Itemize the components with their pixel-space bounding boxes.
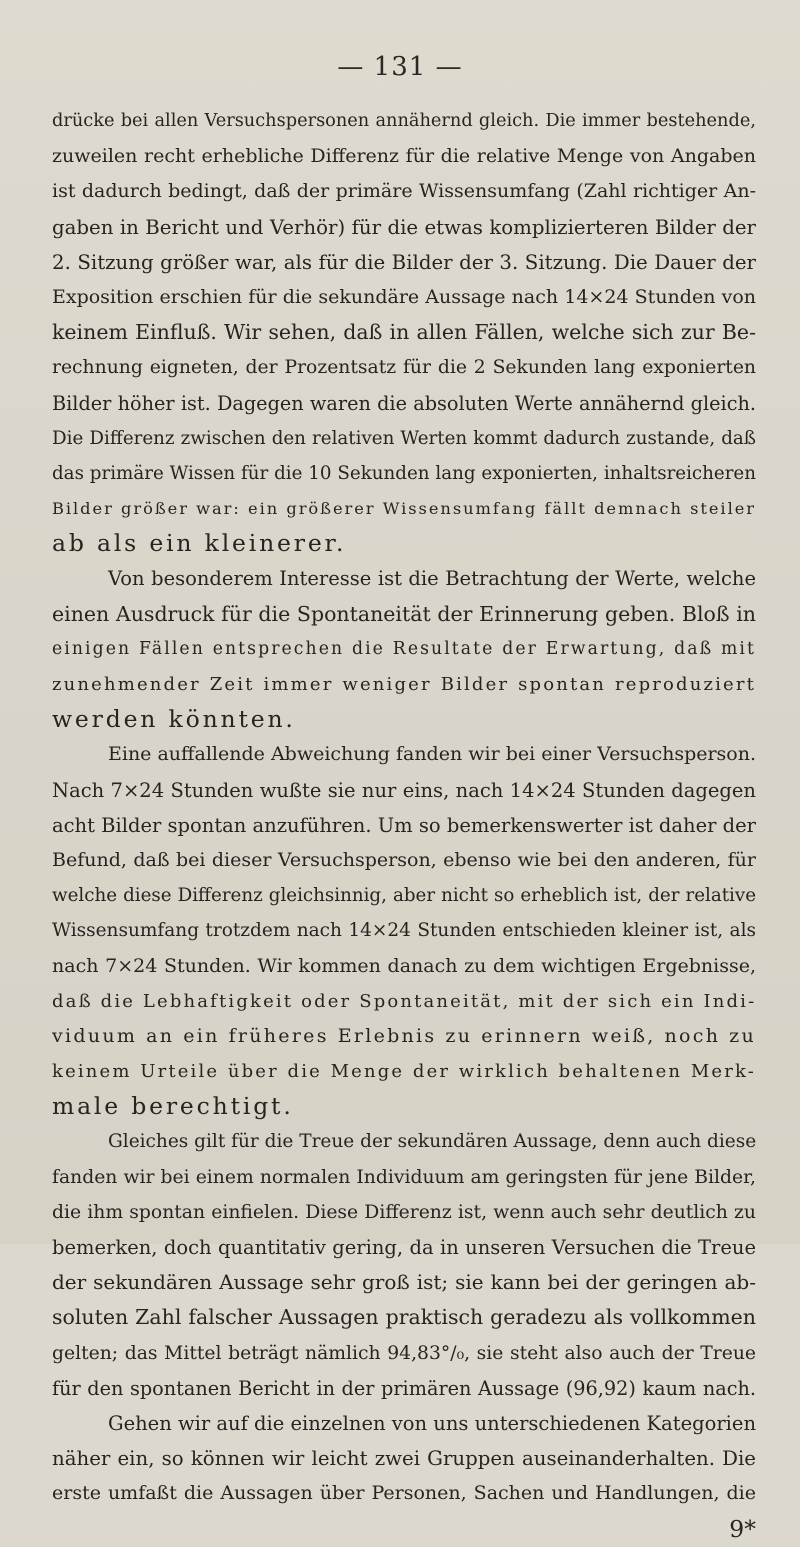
page-body bbox=[52, 104, 756, 1547]
text-line: Befund, daß bei dieser Versuchsperson, ebenso wie bei den anderen, für bbox=[52, 848, 756, 871]
text-line: soluten Zahl falscher Aussagen praktisch geradezu als vollkommen bbox=[52, 1305, 756, 1330]
text-line-spaced: Bilder größer war: ein größerer Wissensumfang fällt demnach steiler bbox=[52, 499, 756, 519]
paragraph-start: Von besonderem Interesse ist die Betrachtung der Werte, welche bbox=[108, 567, 756, 591]
text-line: keinem Einfluß. Wir sehen, daß in allen Fällen, welche sich zur Be- bbox=[52, 320, 756, 345]
text-line: fanden wir bei einem normalen Individuum am geringsten für jene Bilder, bbox=[52, 1166, 756, 1188]
text-line-spaced: werden könnten. bbox=[52, 705, 296, 734]
running-head: — 131 — bbox=[337, 52, 463, 82]
text-line: bemerken, doch quantitativ gering, da in unseren Versuchen die Treue bbox=[52, 1236, 756, 1259]
text-line-spaced: zunehmender Zeit immer weniger Bilder spontan reproduziert bbox=[52, 674, 756, 695]
text-line: rechnung eigneten, der Prozentsatz für die 2 Sekunden lang exponierten bbox=[52, 357, 756, 379]
text-line: acht Bilder spontan anzuführen. Um so bemerkenswerter ist daher der bbox=[52, 813, 756, 837]
text-line: einen Ausdruck für die Spontaneität der Erinnerung geben. Bloß in bbox=[52, 601, 756, 626]
text-line: die ihm spontan einfielen. Diese Differenz ist, wenn auch sehr deutlich zu bbox=[52, 1201, 756, 1223]
text-line-spaced: keinem Urteile über die Menge der wirklich behaltenen Merk- bbox=[52, 1061, 756, 1083]
text-line: Wissensumfang trotzdem nach 14×24 Stunden entschieden kleiner ist, als bbox=[52, 920, 756, 942]
text-line: näher ein, so können wir leicht zwei Gruppen auseinanderhalten. Die bbox=[52, 1447, 756, 1471]
signature-mark: 9* bbox=[729, 1514, 756, 1543]
text-line-spaced: einigen Fällen entsprechen die Resultate der Erwartung, daß mit bbox=[52, 638, 756, 659]
text-line: der sekundären Aussage sehr groß ist; sie kann bei der geringen ab- bbox=[52, 1270, 756, 1295]
text-line: das primäre Wissen für die 10 Sekunden lang exponierten, inhaltsreicheren bbox=[52, 462, 756, 484]
text-line: gaben in Bericht und Verhör) für die etwas komplizierteren Bilder der bbox=[52, 215, 756, 239]
text-line-spaced: daß die Lebhaftigkeit oder Spontaneität, mit der sich ein Indi- bbox=[52, 990, 756, 1012]
text-line: gelten; das Mittel beträgt nämlich 94,83°/₀, sie steht also auch der Treue bbox=[52, 1342, 756, 1364]
text-line-spaced: male berechtigt. bbox=[52, 1092, 294, 1121]
text-line: Exposition erschien für die sekundäre Aussage nach 14×24 Stunden von bbox=[52, 285, 756, 308]
text-line-spaced: viduum an ein früheres Erlebnis zu erinnern weiß, noch zu bbox=[52, 1024, 756, 1047]
text-line: zuweilen recht erhebliche Differenz für die relative Menge von Angaben bbox=[52, 145, 756, 168]
text-line: für den spontanen Bericht in der primären Aussage (96,92) kaum nach. bbox=[52, 1376, 756, 1400]
text-line: Die Differenz zwischen den relativen Werten kommt dadurch zustande, daß bbox=[52, 427, 756, 449]
paragraph-start: Gehen wir auf die einzelnen von uns unterschiedenen Kategorien bbox=[108, 1411, 756, 1435]
text-line: Nach 7×24 Stunden wußte sie nur eins, nach 14×24 Stunden dagegen bbox=[52, 778, 756, 802]
text-line: nach 7×24 Stunden. Wir kommen danach zu dem wichtigen Ergebnisse, bbox=[52, 954, 756, 977]
text-line: ist dadurch bedingt, daß der primäre Wissensumfang (Zahl richtiger An- bbox=[52, 180, 756, 203]
text-line: drücke bei allen Versuchspersonen annähernd gleich. Die immer bestehende, bbox=[52, 111, 756, 131]
text-line: welche diese Differenz gleichsinnig, aber nicht so erheblich ist, der relative bbox=[52, 885, 756, 907]
paragraph-start: Eine auffallende Abweichung fanden wir bei einer Versuchsperson. bbox=[108, 743, 756, 766]
text-line: erste umfaßt die Aussagen über Personen, Sachen und Handlungen, die bbox=[52, 1482, 756, 1505]
paragraph-start: Gleiches gilt für die Treue der sekundären Aussage, denn auch diese bbox=[108, 1131, 756, 1153]
text-line-spaced: ab als ein kleinerer. bbox=[52, 529, 347, 558]
text-line: Bilder höher ist. Dagegen waren die absoluten Werte annähernd gleich. bbox=[52, 391, 756, 415]
text-line: 2. Sitzung größer war, als für die Bilder der 3. Sitzung. Die Dauer der bbox=[52, 250, 756, 274]
